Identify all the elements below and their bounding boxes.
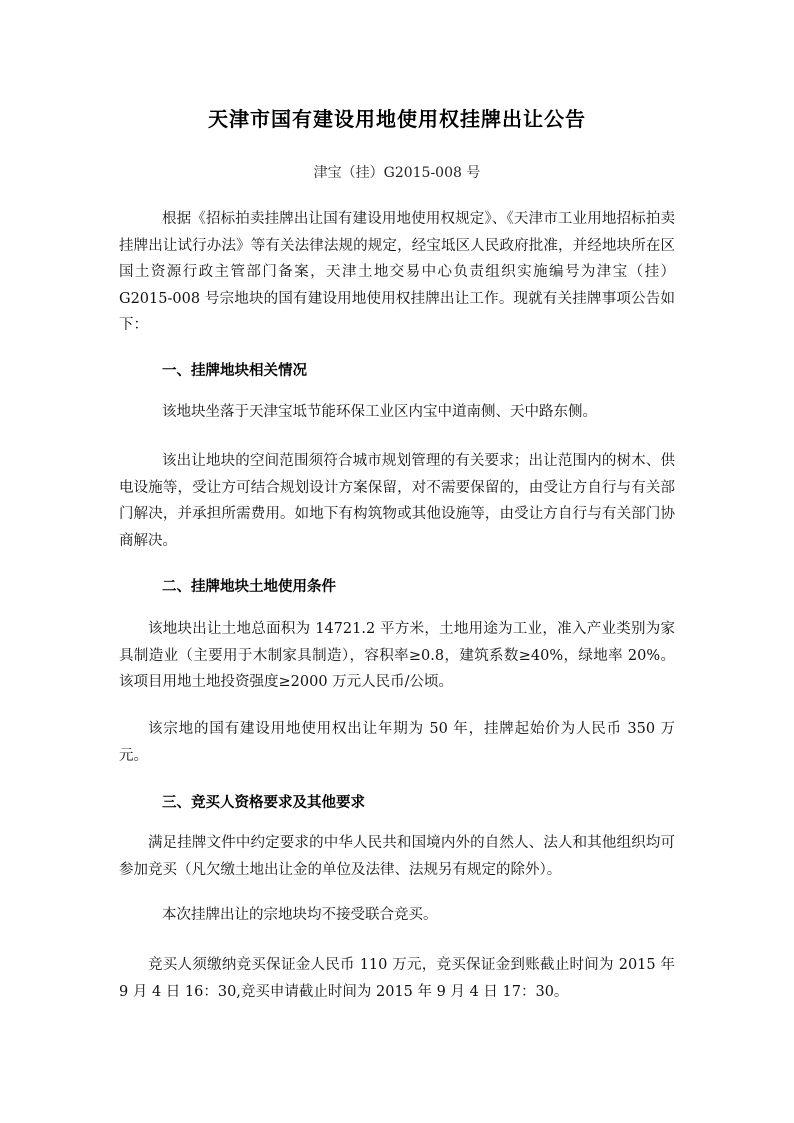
section-1-paragraph-2: 该出让地块的空间范围须符合城市规划管理的有关要求；出让范围内的树木、供电设施等，受让方可结合规划设计方案保留，对不需要保留的，由受让方自行与有关部门解决，并承担所需费用。如地下有构筑物或其他设施等，由受让方自行与有关部门协商解决。	[119, 453, 675, 549]
page-title: 天津市国有建设用地使用权挂牌出让公告	[208, 107, 586, 131]
section-3-paragraph-2: 本次挂牌出让的宗地块均不接受联合竞买。	[162, 907, 438, 923]
section-3-heading: 三、竞买人资格要求及其他要求	[162, 795, 365, 811]
section-3-paragraph-3: 竞买人须缴纳竞买保证金人民币 110 万元，竞买保证金到账截止时间为 2015 年 9 月 4 日 16：30,竞买申请截止时间为 2015 年 9 月 4 日 17：30。	[119, 957, 675, 1000]
intro-paragraph: 根据《招标拍卖挂牌出让国有建设用地使用权规定》、《天津市工业用地招标拍卖挂牌出让试行办法》等有关法律法规的规定，经宝坻区人民政府批准，并经地块所在区国土资源行政主管部门备案，天津土地交易中心负责组织实施编号为津宝（挂）G2015-008 号宗地块的国有建设用地使用权挂牌出让工作。现就有关挂牌事项公告如下：	[119, 211, 675, 333]
section-2-paragraph-1: 该地块出让土地总面积为 14721.2 平方米，土地用途为工业，准入产业类别为家具制造业（主要用于木制家具制造），容积率≥0.8，建筑系数≥40%，绿地率 20%。该项目用地土地投资强度≥2000 万元人民币/公顷。	[119, 621, 675, 690]
section-2-heading: 二、挂牌地块土地使用条件	[162, 579, 336, 595]
section-2-paragraph-2: 该宗地的国有建设用地使用权出让年期为 50 年，挂牌起始价为人民币 350 万元。	[119, 721, 675, 764]
section-1-paragraph-1: 该地块坐落于天津宝坻节能环保工业区内宝中道南侧、天中路东侧。	[162, 404, 597, 420]
document-number: 津宝（挂）G2015-008 号	[313, 165, 481, 181]
section-3-paragraph-1: 满足挂牌文件中约定要求的中华人民共和国境内外的自然人、法人和其他组织均可参加竞买（凡欠缴土地出让金的单位及法律、法规另有规定的除外）。	[119, 835, 675, 878]
section-1-heading: 一、挂牌地块相关情况	[162, 363, 307, 379]
